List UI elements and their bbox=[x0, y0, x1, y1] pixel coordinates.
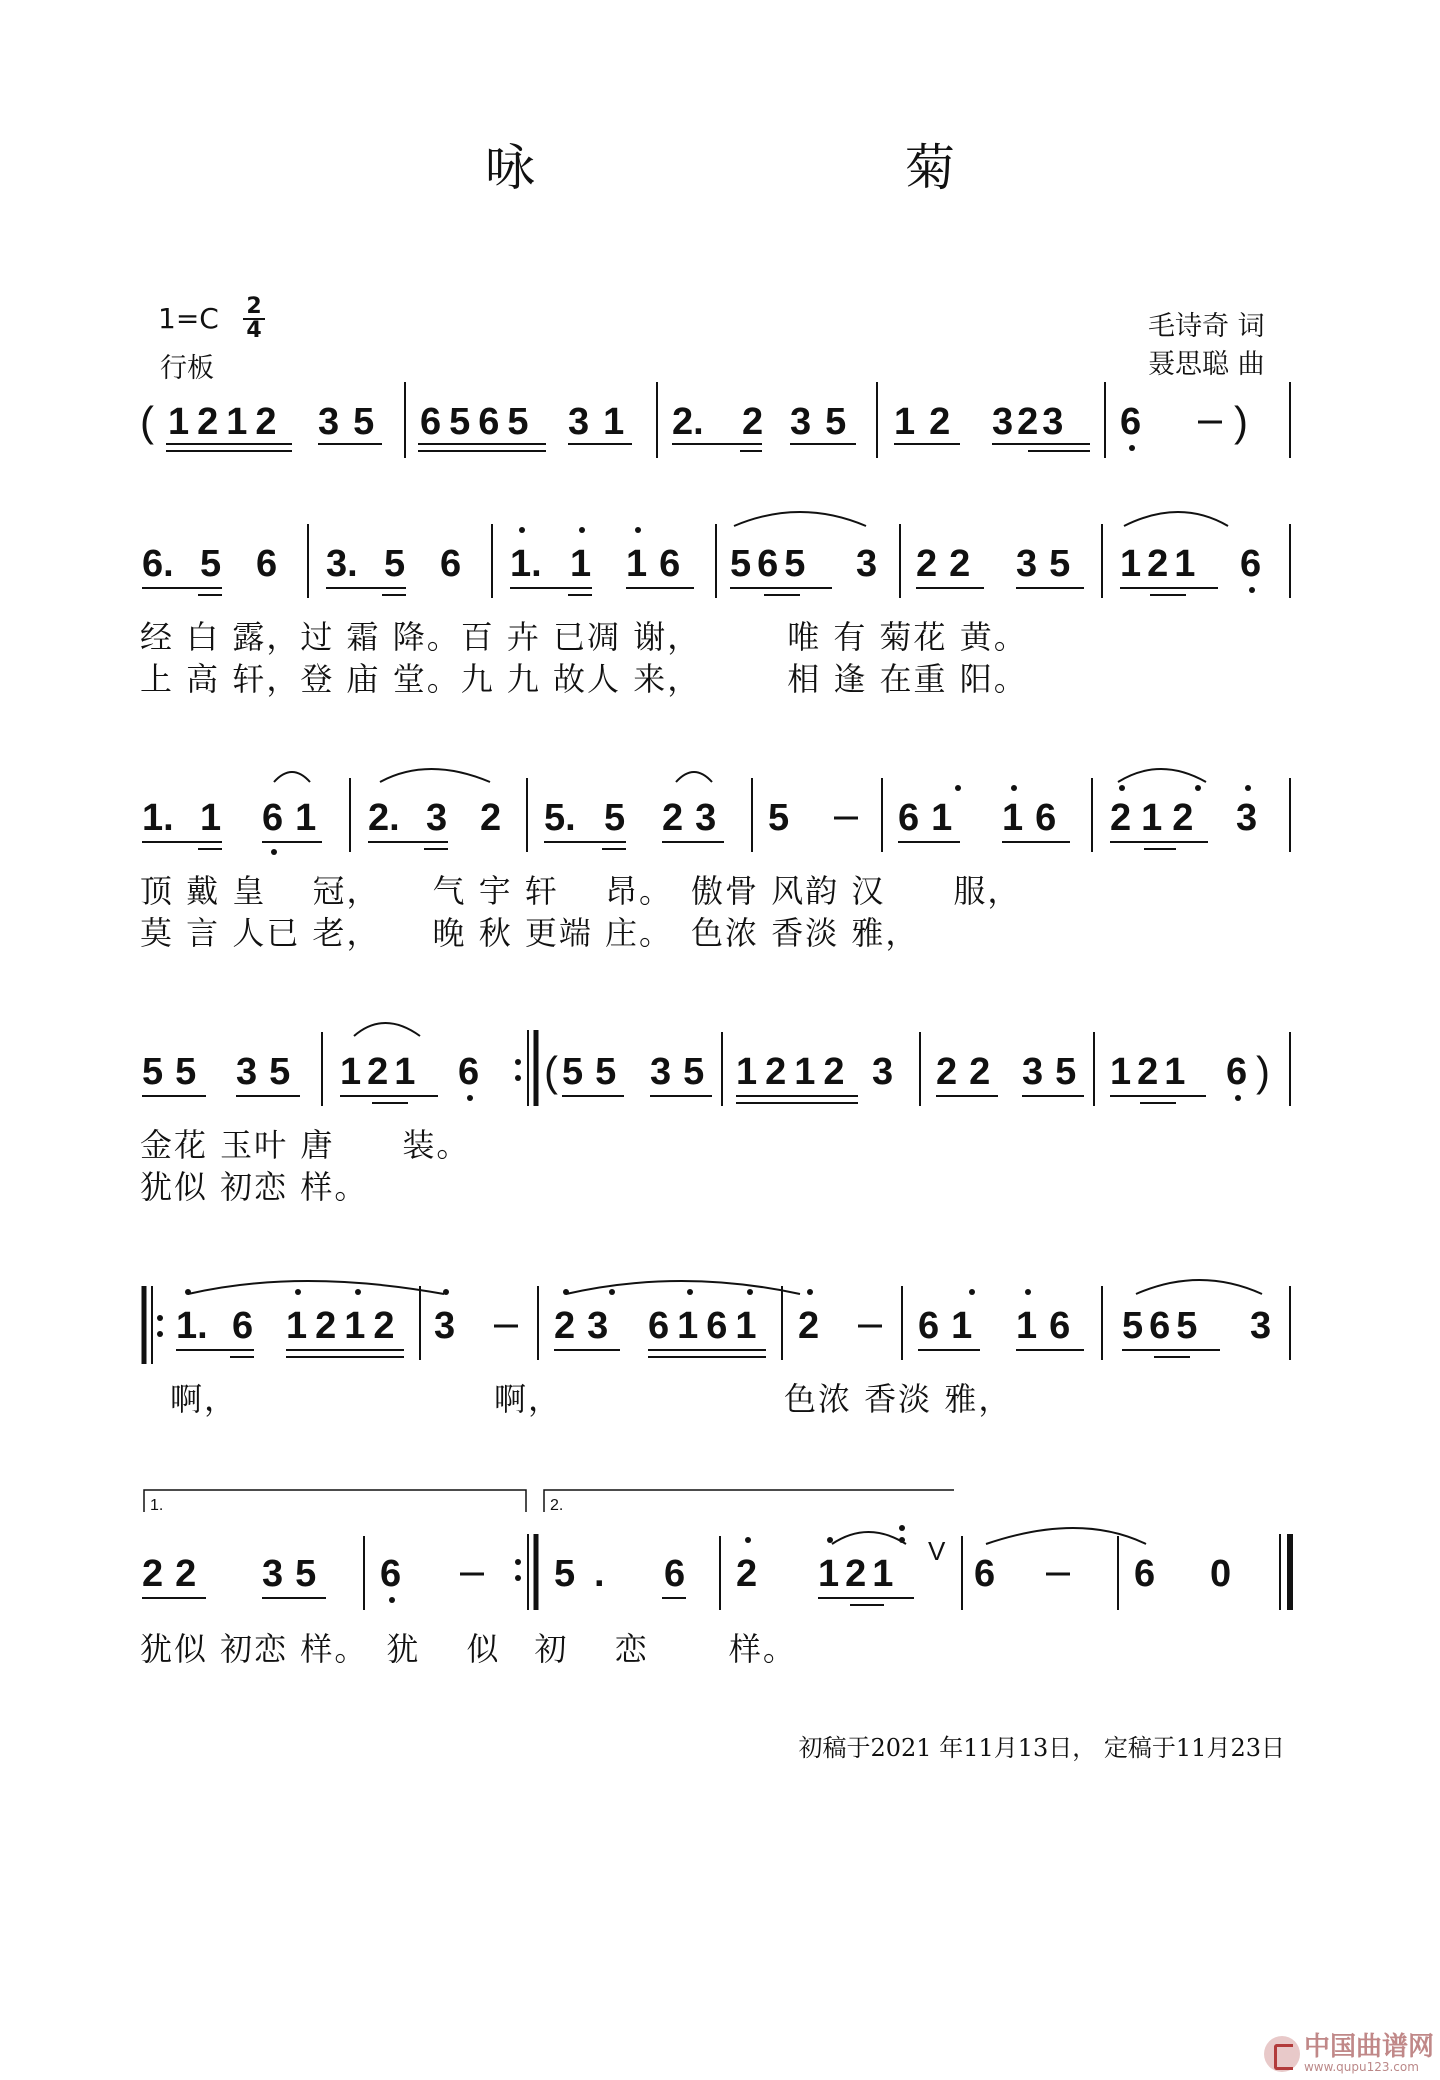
svg-text:35: 35 bbox=[262, 1553, 329, 1595]
svg-text:16: 16 bbox=[1002, 797, 1069, 839]
svg-text:): ) bbox=[1256, 1048, 1270, 1095]
svg-text:V: V bbox=[928, 1536, 946, 1566]
svg-text:0: 0 bbox=[1210, 1553, 1232, 1595]
score-line-2 bbox=[142, 512, 1290, 598]
svg-text:22: 22 bbox=[916, 543, 983, 585]
svg-text:6: 6 bbox=[1120, 401, 1142, 443]
tempo-marking: 行板 bbox=[160, 353, 214, 384]
svg-text:6: 6 bbox=[256, 543, 278, 585]
svg-text:2: 2 bbox=[798, 1305, 820, 1347]
svg-text:6: 6 bbox=[380, 1553, 402, 1595]
volta-2-label: 2. bbox=[550, 1497, 564, 1514]
lyricist-credit: 毛诗奇 词 bbox=[1148, 311, 1265, 342]
svg-text:2: 2 bbox=[742, 401, 764, 443]
svg-text:1: 1 bbox=[570, 543, 592, 585]
svg-text:565: 565 bbox=[1122, 1305, 1204, 1347]
svg-text:61: 61 bbox=[262, 797, 329, 839]
song-title: 咏 菊 bbox=[485, 139, 1115, 197]
svg-text:6: 6 bbox=[664, 1553, 686, 1595]
svg-text:(: ( bbox=[140, 398, 154, 445]
svg-text:1212: 1212 bbox=[168, 401, 285, 443]
site-watermark bbox=[1264, 2034, 1434, 2074]
svg-text:6: 6 bbox=[440, 543, 462, 585]
svg-text:31: 31 bbox=[568, 401, 639, 443]
svg-text:2: 2 bbox=[480, 797, 502, 839]
svg-text:16: 16 bbox=[626, 543, 693, 585]
svg-text:35: 35 bbox=[318, 401, 389, 443]
svg-text:6: 6 bbox=[458, 1051, 480, 1093]
svg-text:(: ( bbox=[544, 1048, 558, 1095]
lyric-line-2-verse-1: 经 白 露，过 霜 降。百 卉 已凋 谢， 唯 有 菊花 黄。 bbox=[140, 618, 1028, 656]
svg-text:121: 121 bbox=[818, 1553, 900, 1595]
lyric-line-2-verse-2: 上 高 轩，登 庙 堂。九 九 故人 来， 相 逢 在重 阳。 bbox=[140, 660, 1028, 698]
score-line-5 bbox=[144, 1280, 1290, 1364]
svg-text:2: 2 bbox=[736, 1553, 758, 1595]
svg-text:212: 212 bbox=[1110, 797, 1204, 839]
svg-text:121: 121 bbox=[340, 1051, 422, 1093]
svg-text:61: 61 bbox=[918, 1305, 985, 1347]
svg-text:3: 3 bbox=[1236, 797, 1258, 839]
svg-text:1.: 1. bbox=[510, 543, 542, 585]
site-logo-icon bbox=[1264, 2036, 1300, 2072]
lyric-line-5: 啊， 啊， 色浓 香淡 雅， bbox=[170, 1380, 1013, 1418]
svg-text:35: 35 bbox=[790, 401, 861, 443]
svg-text:5: 5 bbox=[554, 1553, 576, 1595]
lyric-line-4-verse-2: 犹似 初恋 样。 bbox=[140, 1168, 369, 1206]
svg-text:6: 6 bbox=[1134, 1553, 1156, 1595]
score-line-3 bbox=[142, 769, 1290, 855]
svg-text:55: 55 bbox=[142, 1051, 209, 1093]
svg-text:1: 1 bbox=[200, 797, 222, 839]
svg-text:3: 3 bbox=[434, 1305, 456, 1347]
svg-text:3: 3 bbox=[856, 543, 878, 585]
svg-text:12: 12 bbox=[894, 401, 965, 443]
lyric-line-6: 犹似 初恋 样。 犹 似 初 恋 样。 bbox=[140, 1630, 797, 1668]
svg-text:1212: 1212 bbox=[736, 1051, 853, 1093]
svg-text:323: 323 bbox=[992, 401, 1068, 443]
svg-text:): ) bbox=[1234, 398, 1248, 445]
svg-text:1.: 1. bbox=[142, 797, 174, 839]
svg-text:6161: 6161 bbox=[648, 1305, 765, 1347]
score-line-4 bbox=[142, 1023, 1290, 1106]
svg-text:35: 35 bbox=[1016, 543, 1083, 585]
svg-text:5: 5 bbox=[384, 543, 406, 585]
svg-text:565: 565 bbox=[730, 543, 812, 585]
time-sig-numerator: 2 bbox=[243, 296, 265, 320]
svg-text:5: 5 bbox=[200, 543, 222, 585]
svg-text:1.: 1. bbox=[176, 1305, 208, 1347]
composer-credit: 聂思聪 曲 bbox=[1148, 349, 1265, 380]
svg-text:2.: 2. bbox=[672, 401, 704, 443]
watermark-name: 中国曲谱网 bbox=[1303, 2032, 1434, 2062]
score-line-1 bbox=[140, 382, 1290, 458]
svg-text:5: 5 bbox=[604, 797, 626, 839]
svg-text:35: 35 bbox=[650, 1051, 717, 1093]
volta-1-label: 1. bbox=[150, 1497, 164, 1514]
svg-text:23: 23 bbox=[554, 1305, 621, 1347]
svg-text:3: 3 bbox=[1250, 1305, 1272, 1347]
svg-text:.: . bbox=[594, 1553, 605, 1595]
svg-text:3: 3 bbox=[872, 1051, 894, 1093]
svg-text:6: 6 bbox=[974, 1553, 996, 1595]
svg-text:1212: 1212 bbox=[286, 1305, 403, 1347]
svg-text:23: 23 bbox=[662, 797, 729, 839]
svg-text:35: 35 bbox=[1022, 1051, 1089, 1093]
svg-text:6: 6 bbox=[1226, 1051, 1248, 1093]
svg-text:5: 5 bbox=[768, 797, 790, 839]
svg-text:3: 3 bbox=[426, 797, 448, 839]
svg-text:61: 61 bbox=[898, 797, 965, 839]
key-label: 1=C bbox=[158, 302, 219, 335]
svg-text:22: 22 bbox=[142, 1553, 209, 1595]
svg-text:35: 35 bbox=[236, 1051, 303, 1093]
svg-text:2.: 2. bbox=[368, 797, 400, 839]
time-sig-denominator: 4 bbox=[246, 318, 262, 343]
svg-text:121: 121 bbox=[1120, 543, 1202, 585]
svg-text:22: 22 bbox=[936, 1051, 1003, 1093]
svg-text:6: 6 bbox=[1240, 543, 1262, 585]
svg-text:3.: 3. bbox=[326, 543, 358, 585]
watermark-url: www.qupu123.com bbox=[1303, 2060, 1419, 2074]
lyric-line-4-verse-1: 金花 玉叶 唐 装。 bbox=[140, 1126, 471, 1164]
lyric-line-3-verse-2: 莫 言 人已 老， 晚 秋 更端 庄。 色浓 香淡 雅， bbox=[140, 914, 920, 952]
score-line-6 bbox=[142, 1490, 1290, 1610]
svg-text:55: 55 bbox=[562, 1051, 629, 1093]
draft-date-note: 初稿于2021 年11月13日， 定稿于11月23日 bbox=[798, 1734, 1285, 1762]
svg-text:5.: 5. bbox=[544, 797, 576, 839]
svg-text:6565: 6565 bbox=[420, 401, 537, 443]
svg-text:121: 121 bbox=[1110, 1051, 1192, 1093]
svg-text:16: 16 bbox=[1016, 1305, 1083, 1347]
lyric-line-3-verse-1: 顶 戴 皇 冠， 气 宇 轩 昂。 傲骨 风韵 汉 服， bbox=[140, 872, 1022, 910]
svg-text:6: 6 bbox=[232, 1305, 254, 1347]
svg-text:6.: 6. bbox=[142, 543, 174, 585]
